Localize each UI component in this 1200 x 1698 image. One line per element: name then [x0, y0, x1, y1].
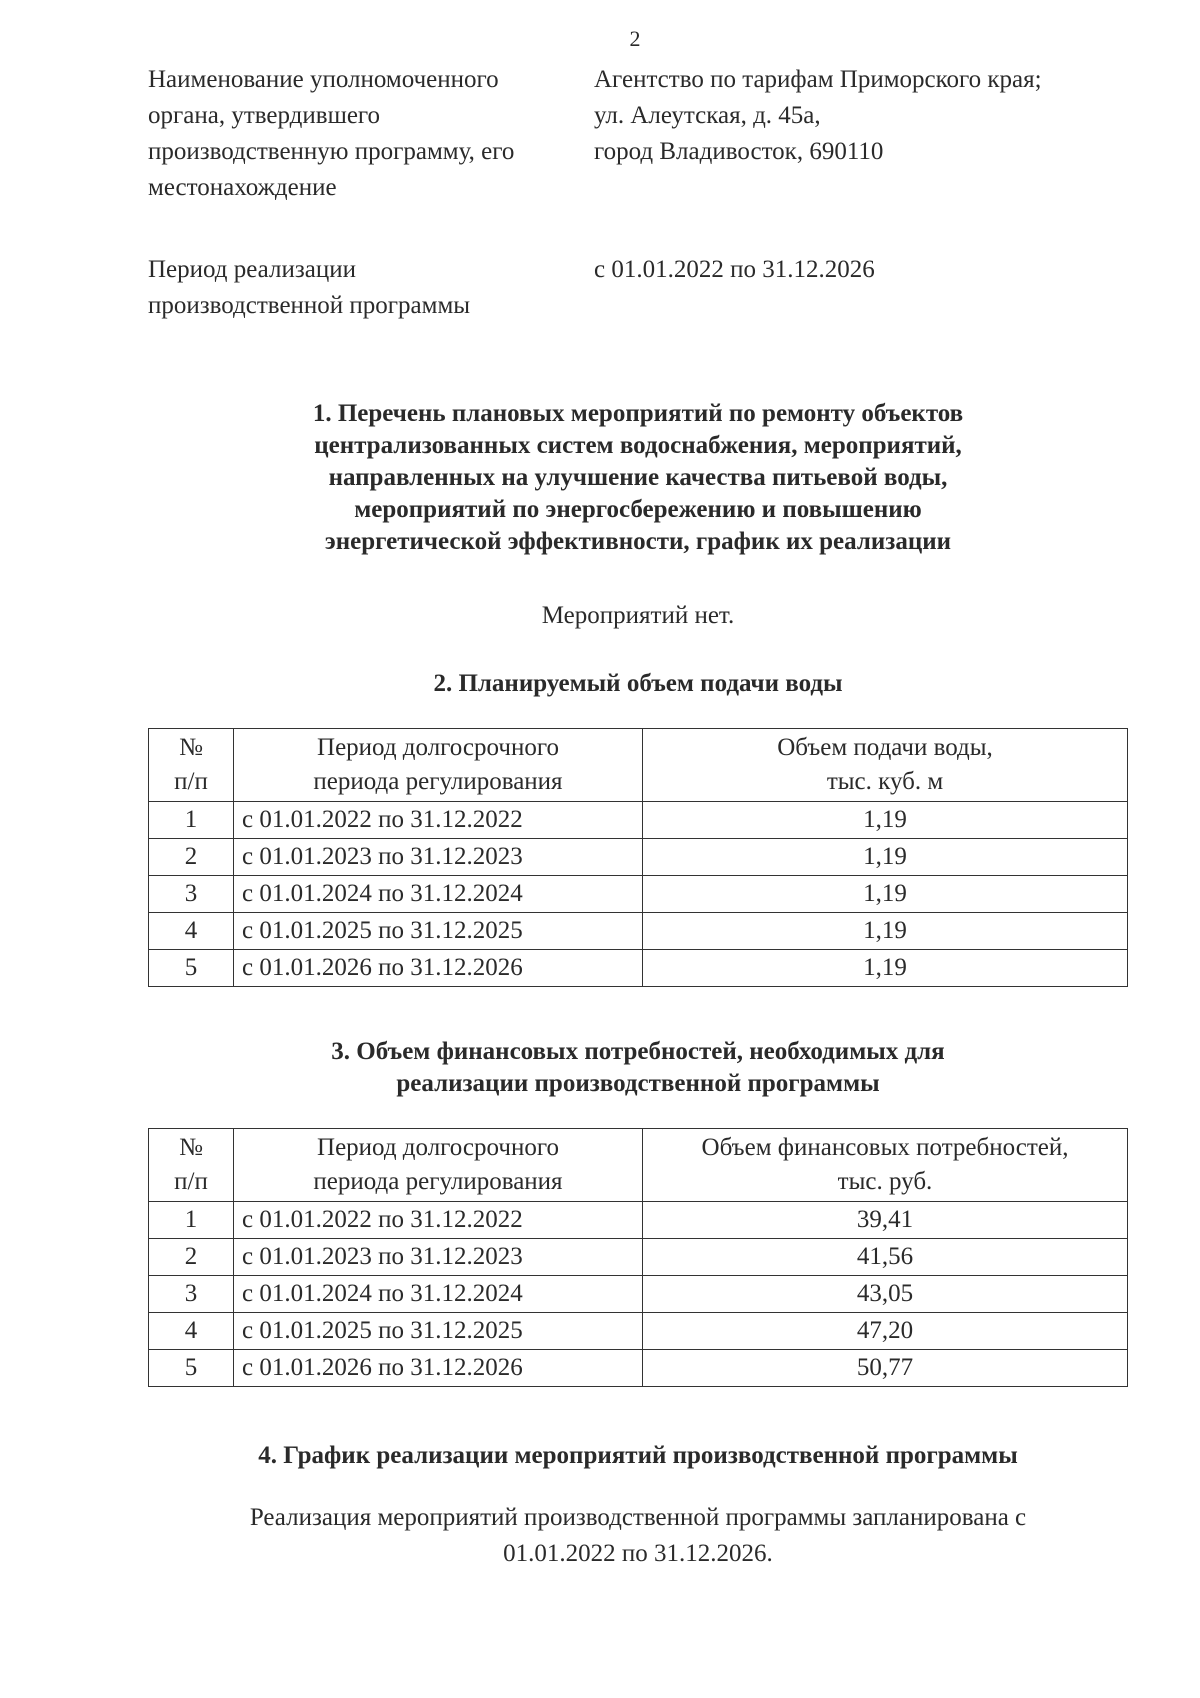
- row-num: 1: [149, 802, 234, 839]
- header-num: [149, 1129, 234, 1202]
- authority-label-line: Наименование уполномоченного: [148, 66, 499, 93]
- row-period: с 01.01.2025 по 31.12.2025: [234, 1313, 643, 1350]
- header-line: Объем подачи воды,: [777, 734, 993, 761]
- header-line: п/п: [174, 1168, 208, 1195]
- header-line: Период долгосрочного: [317, 1134, 559, 1161]
- header-line: Период долгосрочного: [317, 734, 559, 761]
- section4-title-line: 4. График реализации мероприятий производственной программы: [258, 1442, 1018, 1469]
- row-num: 5: [149, 950, 234, 987]
- row-value: 1,19: [643, 876, 1128, 913]
- header-line: периода регулирования: [313, 1168, 563, 1195]
- row-num: 1: [149, 1202, 234, 1239]
- row-num: 2: [149, 839, 234, 876]
- section1-title-line: мероприятий по энергосбережению и повышению: [354, 496, 922, 523]
- section1-text: [148, 598, 1128, 634]
- section4-text-line: Реализация мероприятий производственной программы запланирована с: [249, 1504, 1027, 1531]
- authority-info: [148, 62, 1108, 212]
- row-value: 47,20: [643, 1313, 1128, 1350]
- table-header-row: [149, 1129, 1128, 1202]
- row-value: 39,41: [643, 1202, 1128, 1239]
- row-period: с 01.01.2026 по 31.12.2026: [234, 950, 643, 987]
- header-line: периода регулирования: [313, 768, 563, 795]
- header-value: [643, 1129, 1128, 1202]
- section4-text: [148, 1500, 1128, 1572]
- authority-label-line: органа, утвердившего: [148, 102, 381, 129]
- row-value: 1,19: [643, 950, 1128, 987]
- table-row: [149, 1313, 1128, 1350]
- table-row: [149, 1350, 1128, 1387]
- header-line: п/п: [174, 768, 208, 795]
- row-num: 3: [149, 1276, 234, 1313]
- table-row: [149, 876, 1128, 913]
- period-info: [148, 252, 1108, 328]
- row-period: с 01.01.2023 по 31.12.2023: [234, 1239, 643, 1276]
- header-line: тыс. руб.: [837, 1168, 933, 1195]
- authority-value: [594, 62, 1114, 170]
- authority-value-line: ул. Алеутская, д. 45а,: [594, 102, 821, 129]
- section1-text-line: Мероприятий нет.: [541, 602, 735, 629]
- row-period: с 01.01.2024 по 31.12.2024: [234, 1276, 643, 1313]
- period-value-line: с 01.01.2022 по 31.12.2026: [594, 256, 875, 283]
- row-num: 4: [149, 913, 234, 950]
- row-period: с 01.01.2024 по 31.12.2024: [234, 876, 643, 913]
- page-number: 2: [629, 26, 641, 51]
- row-value: 43,05: [643, 1276, 1128, 1313]
- header-num: [149, 729, 234, 802]
- table-row: [149, 1202, 1128, 1239]
- table-row: [149, 913, 1128, 950]
- authority-value-line: город Владивосток, 690110: [594, 138, 884, 165]
- authority-value-line: Агентство по тарифам Приморского края;: [594, 66, 1042, 93]
- table-header-row: [149, 729, 1128, 802]
- authority-label-line: местонахождение: [148, 174, 337, 201]
- section2-title: [148, 668, 1128, 700]
- table-row: [149, 1239, 1128, 1276]
- water-supply-table: [148, 728, 1128, 987]
- row-num: 4: [149, 1313, 234, 1350]
- row-num: 2: [149, 1239, 234, 1276]
- row-value: 1,19: [643, 802, 1128, 839]
- section3-title: [148, 1036, 1128, 1100]
- period-label: [148, 252, 578, 324]
- section1-title-line: направленных на улучшение качества питьевой воды,: [328, 464, 948, 491]
- period-value: [594, 252, 1114, 288]
- section4-title: [148, 1440, 1128, 1472]
- table-row: [149, 950, 1128, 987]
- row-period: с 01.01.2025 по 31.12.2025: [234, 913, 643, 950]
- section1-title-line: энергетической эффективности, график их реализации: [324, 528, 952, 555]
- row-num: 3: [149, 876, 234, 913]
- section1-title-line: централизованных систем водоснабжения, мероприятий,: [314, 432, 962, 459]
- period-label-line: Период реализации: [148, 256, 356, 283]
- authority-label: [148, 62, 578, 206]
- row-value: 41,56: [643, 1239, 1128, 1276]
- table-row: [149, 839, 1128, 876]
- section3-title-line: 3. Объем финансовых потребностей, необходимых для: [331, 1038, 945, 1065]
- row-num: 5: [149, 1350, 234, 1387]
- section1-title-line: 1. Перечень плановых мероприятий по ремонту объектов: [312, 400, 964, 427]
- table-row: [149, 1276, 1128, 1313]
- row-value: 1,19: [643, 913, 1128, 950]
- header-line: №: [179, 1134, 203, 1161]
- table-row: [149, 802, 1128, 839]
- section1-title: [148, 398, 1128, 558]
- header-period: [234, 729, 643, 802]
- section4-text-line: 01.01.2022 по 31.12.2026.: [503, 1540, 773, 1567]
- row-period: с 01.01.2023 по 31.12.2023: [234, 839, 643, 876]
- header-value: [643, 729, 1128, 802]
- header-line: тыс. куб. м: [826, 768, 944, 795]
- row-period: с 01.01.2022 по 31.12.2022: [234, 1202, 643, 1239]
- row-period: с 01.01.2026 по 31.12.2026: [234, 1350, 643, 1387]
- row-value: 50,77: [643, 1350, 1128, 1387]
- section3-title-line: реализации производственной программы: [396, 1070, 880, 1097]
- header-line: Объем финансовых потребностей,: [701, 1134, 1069, 1161]
- section2-title-line: 2. Планируемый объем подачи воды: [433, 670, 843, 697]
- period-label-line: производственной программы: [148, 292, 471, 319]
- row-value: 1,19: [643, 839, 1128, 876]
- financial-needs-table: [148, 1128, 1128, 1387]
- header-line: №: [179, 734, 203, 761]
- row-period: с 01.01.2022 по 31.12.2022: [234, 802, 643, 839]
- header-period: [234, 1129, 643, 1202]
- authority-label-line: производственную программу, его: [148, 138, 515, 165]
